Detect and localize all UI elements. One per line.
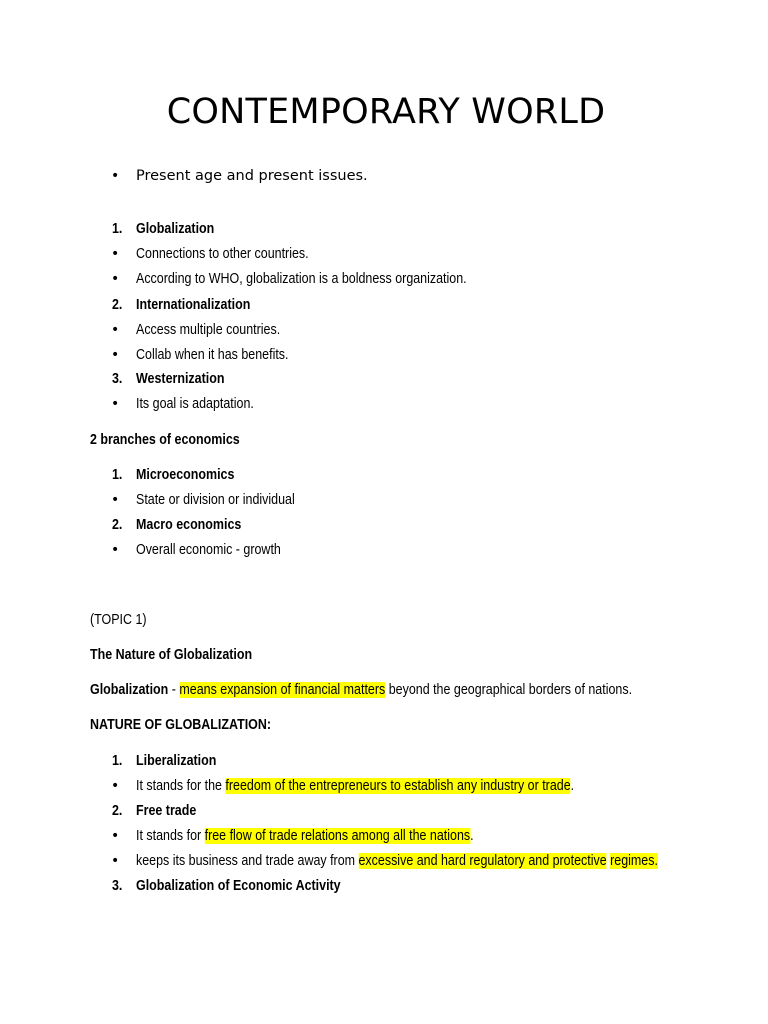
list-number: 1.	[112, 467, 123, 483]
highlighted-text: regimes.	[610, 853, 658, 869]
list-item: Overall economic - growth	[136, 542, 281, 558]
bullet-glyph: •	[111, 778, 120, 794]
bullet-glyph: •	[111, 322, 120, 338]
definition-term: Globalization	[90, 682, 169, 698]
list-item-heading	[136, 296, 250, 314]
intro-bullet-text: Present age and present issues.	[136, 168, 368, 184]
list-item: Its goal is adaptation.	[136, 396, 254, 412]
list-number: 2.	[112, 803, 123, 819]
list-item-heading	[136, 802, 196, 820]
highlighted-text: free flow of trade relations among all the nations	[204, 828, 471, 844]
list-item-text: It stands for the	[136, 778, 226, 794]
bullet-glyph: •	[111, 492, 120, 508]
section-heading-text: 2 branches of economics	[90, 432, 240, 448]
topic-heading-text: The Nature of Globalization	[90, 647, 253, 663]
list-item-heading-text: Liberalization	[136, 753, 217, 769]
list-number: 2.	[112, 517, 123, 533]
list-number: 3.	[112, 371, 123, 387]
list-item-heading-text: Globalization	[136, 221, 215, 237]
list-item	[136, 827, 474, 845]
bullet-glyph: •	[111, 396, 120, 412]
nature-heading-text: NATURE OF GLOBALIZATION:	[90, 717, 272, 733]
list-item-heading-text: Microeconomics	[136, 467, 235, 483]
list-item	[136, 777, 574, 795]
bullet-glyph: •	[111, 347, 120, 363]
bullet-glyph: •	[111, 246, 120, 262]
list-item-heading-text: Globalization of Economic Activity	[136, 878, 341, 894]
bullet-glyph: •	[111, 853, 120, 869]
definition-rest: beyond the geographical borders of nations.	[385, 682, 633, 698]
list-item-text: .	[570, 778, 575, 794]
bullet-glyph: •	[111, 542, 120, 558]
list-item	[136, 852, 658, 870]
list-number: 1.	[112, 221, 123, 237]
list-item: State or division or individual	[136, 492, 295, 508]
list-item-heading	[136, 516, 241, 534]
bullet-glyph: •	[111, 271, 120, 287]
highlighted-text: excessive and hard regulatory and protective	[358, 853, 607, 869]
list-item: According to WHO, globalization is a boldness organization.	[136, 271, 467, 287]
topic-label: (TOPIC 1)	[90, 612, 147, 628]
list-item: Connections to other countries.	[136, 246, 309, 262]
list-item: Access multiple countries.	[136, 322, 281, 338]
list-item-text: .	[470, 828, 474, 844]
list-number: 2.	[112, 297, 123, 313]
list-item-heading	[136, 877, 341, 895]
topic-heading	[90, 646, 252, 664]
highlighted-text: freedom of the entrepreneurs to establish any industry or trade	[225, 778, 571, 794]
list-item-heading	[136, 752, 216, 770]
list-item: Collab when it has benefits.	[136, 347, 289, 363]
definition-highlight: means expansion of financial matters	[179, 682, 386, 698]
list-item-heading-text: Internationalization	[136, 297, 251, 313]
list-item-text: keeps its business and trade away from	[136, 853, 359, 869]
list-item-heading-text: Westernization	[136, 371, 225, 387]
list-item-heading	[136, 466, 234, 484]
document-title: CONTEMPORARY WORLD	[166, 92, 606, 132]
list-number: 1.	[112, 753, 123, 769]
list-item-text: It stands for	[136, 828, 205, 844]
list-item-heading	[136, 370, 224, 388]
list-item-heading	[136, 220, 214, 238]
list-number: 3.	[112, 878, 123, 894]
nature-heading	[90, 716, 271, 734]
section-heading	[90, 431, 240, 449]
list-item-heading-text: Free trade	[136, 803, 197, 819]
bullet-glyph: •	[111, 168, 120, 184]
definition-paragraph	[90, 681, 632, 699]
definition-dash: -	[168, 682, 180, 698]
bullet-glyph: •	[111, 828, 120, 844]
list-item-heading-text: Macro economics	[136, 517, 242, 533]
